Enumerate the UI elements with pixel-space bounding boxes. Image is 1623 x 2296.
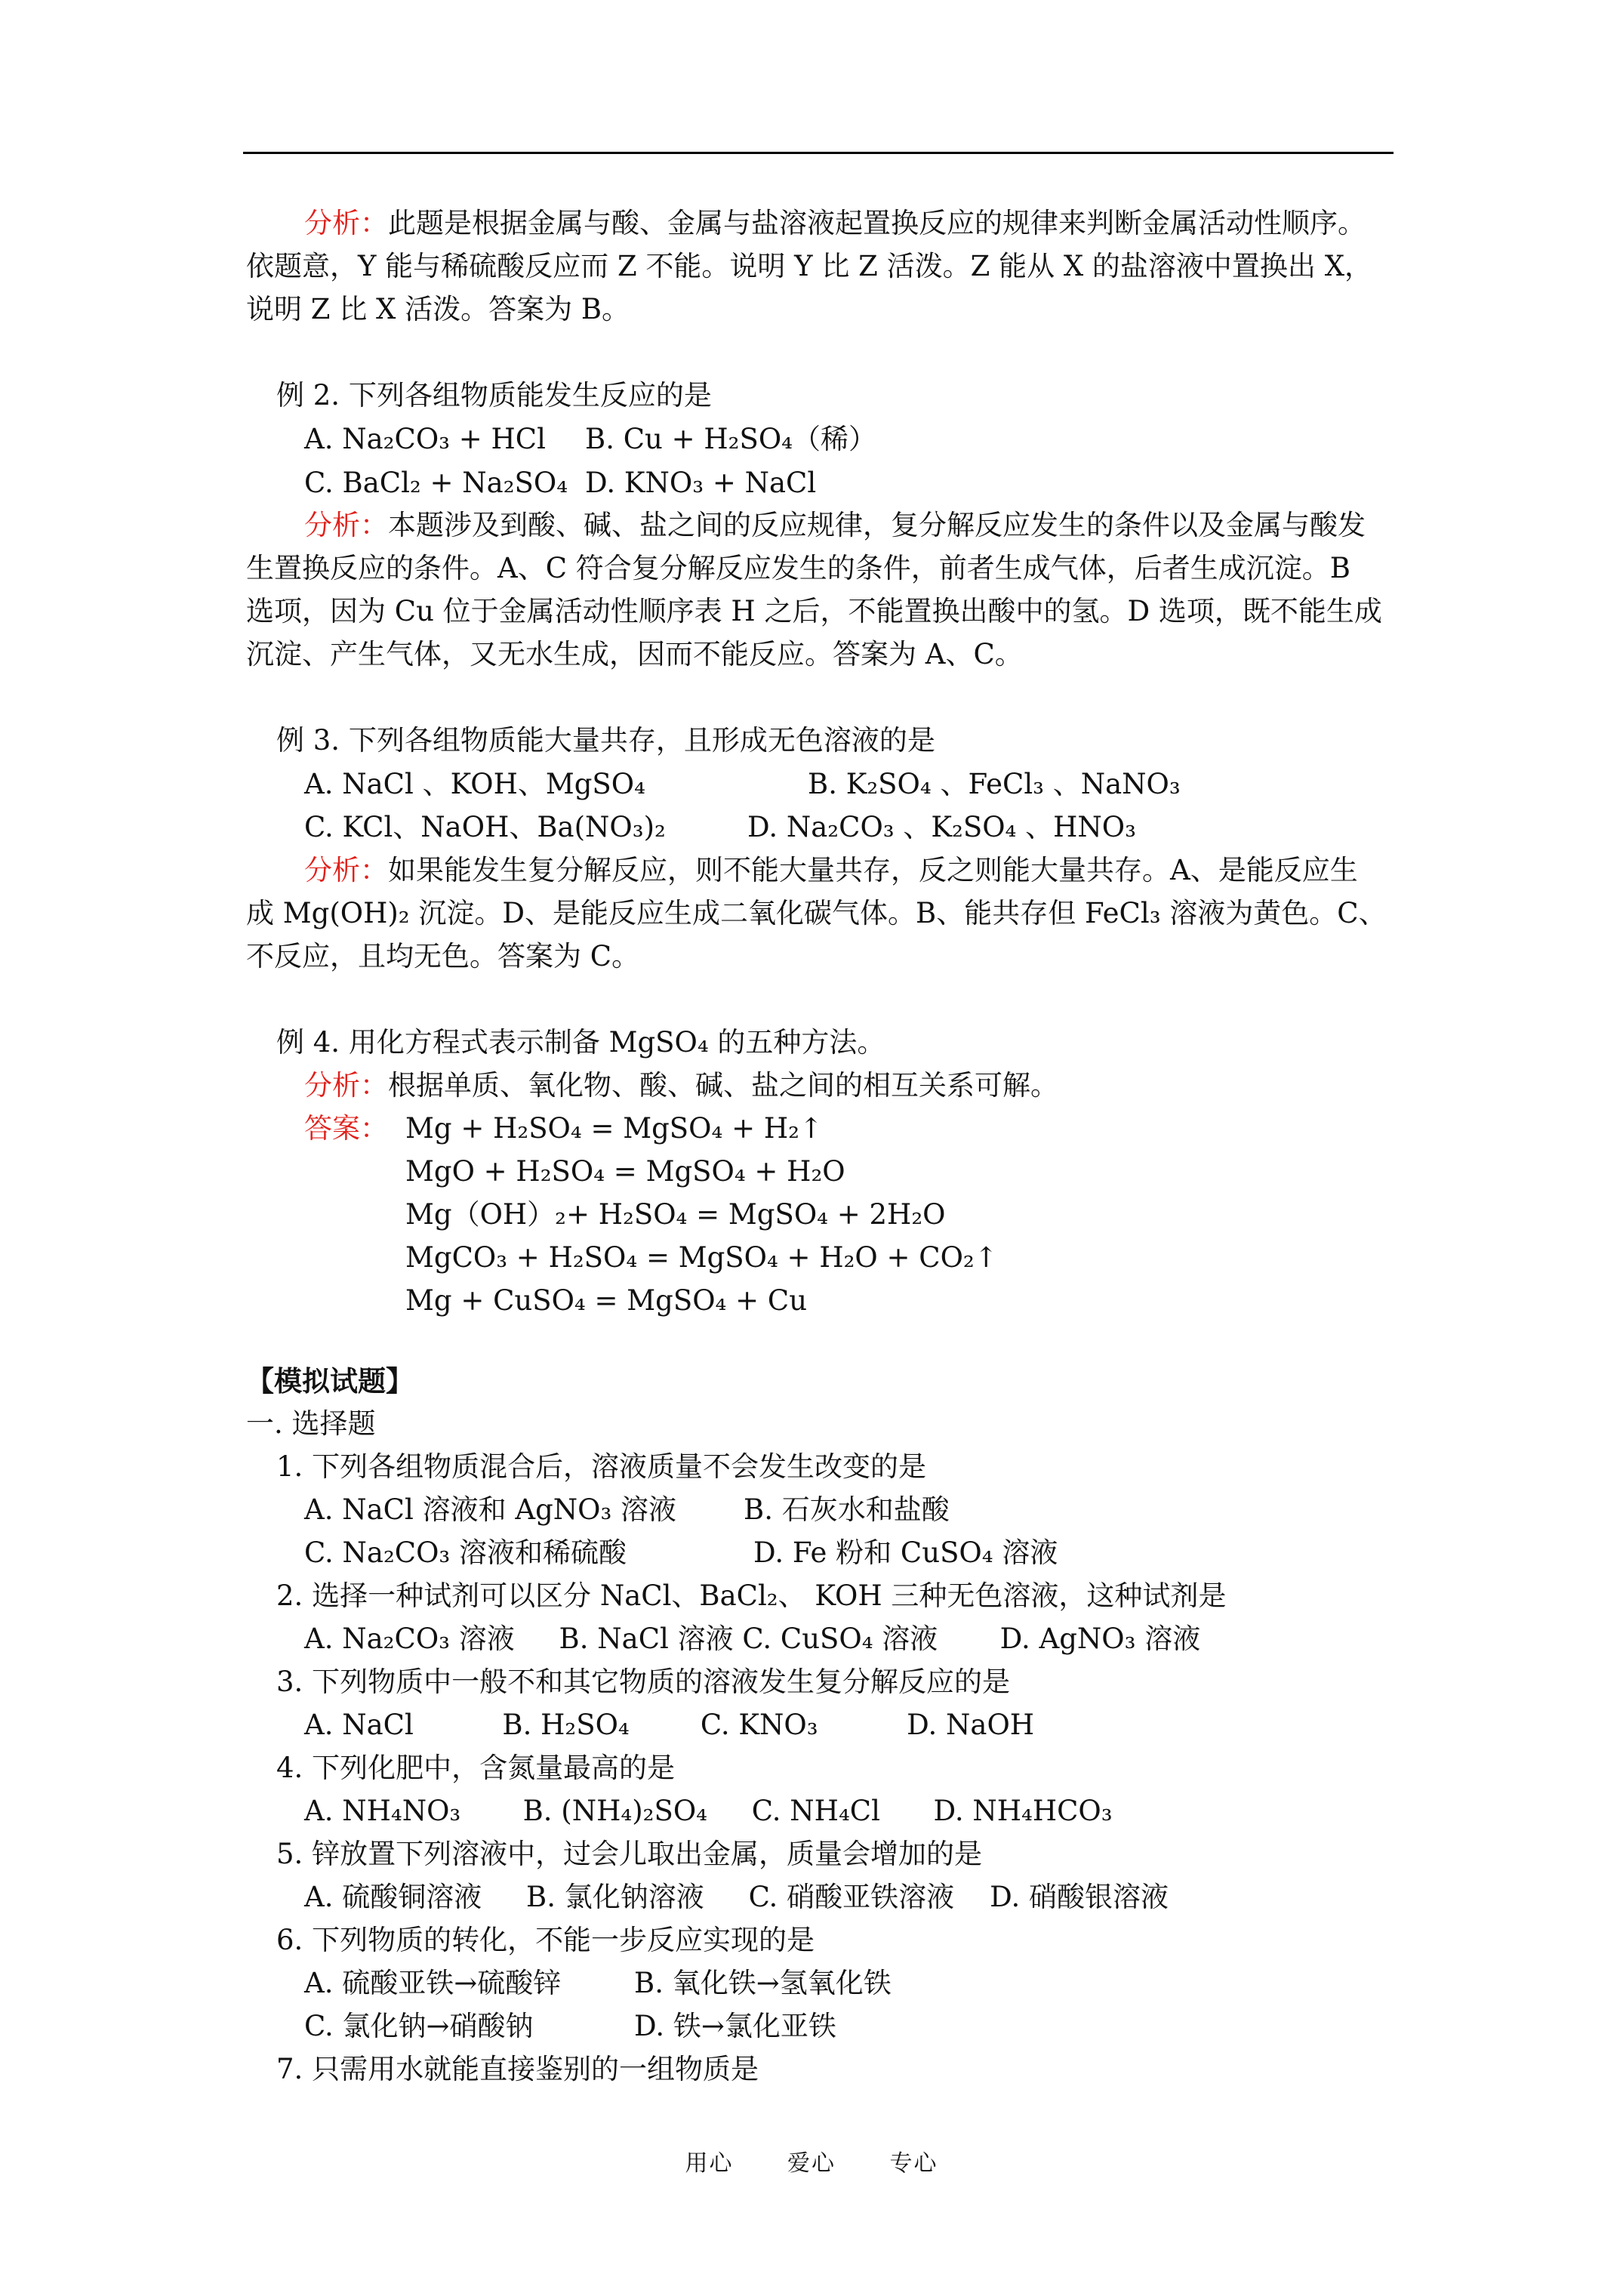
q4-options: A. NH₄NO₃ B. (NH₄)₂SO₄ C. NH₄Cl D. NH₄HCO₃: [304, 1795, 1113, 1827]
ex3-option-b: B. K₂SO₄ 、FeCl₃ 、NaNO₃: [808, 768, 1181, 800]
ex2-analysis: 分析：本题涉及到酸、碱、盐之间的反应规律，复分解反应发生的条件以及金属与酸发: [304, 509, 1366, 541]
analysis-label: 分析：: [304, 1069, 388, 1102]
ex2-line-4: 沉淀、产生气体，又无水生成，因而不能反应。答案为 A、C。: [246, 638, 1023, 670]
footer-text-1: 用心: [685, 2150, 734, 2177]
ex3-analysis: 分析：如果能发生复分解反应，则不能大量共存，反之则能大量共存。A、是能反应生: [304, 854, 1358, 886]
q1-option-b: B. 石灰水和盐酸: [744, 1493, 950, 1526]
ex2-question: 例 2. 下列各组物质能发生反应的是: [276, 379, 712, 411]
ex2-option-a: A. Na₂CO₃ + HCl: [304, 423, 546, 455]
section-title: 【模拟试题】: [246, 1364, 414, 1398]
ex3-question: 例 3. 下列各组物质能大量共存，且形成无色溶液的是: [276, 724, 935, 757]
ex1-analysis: 分析：此题是根据金属与酸、金属与盐溶液起置换反应的规律来判断金属活动性顺序。: [304, 207, 1366, 239]
equation-1: Mg + H₂SO₄ = MgSO₄ + H₂↑: [405, 1112, 823, 1145]
q2-options: A. Na₂CO₃ 溶液 B. NaCl 溶液 C. CuSO₄ 溶液 D. AgNO₃ 溶液: [304, 1623, 1201, 1655]
ex3-option-d: D. Na₂CO₃ 、K₂SO₄ 、HNO₃: [747, 811, 1136, 843]
analysis-label: 分析：: [304, 854, 388, 886]
ex2-line-2: 生置换反应的条件。A、C 符合复分解反应发生的条件，前者生成气体，后者生成沉淀。B: [246, 552, 1350, 584]
q1-option-c: C. Na₂CO₃ 溶液和稀硫酸: [304, 1536, 627, 1569]
analysis-label: 分析：: [304, 207, 388, 239]
ex2-option-d: D. KNO₃ + NaCl: [585, 467, 817, 499]
footer-text-2: 爱心: [787, 2150, 836, 2177]
q3-stem: 3. 下列物质中一般不和其它物质的溶液发生复分解反应的是: [276, 1666, 1011, 1698]
equation-3: Mg（OH）₂+ H₂SO₄ = MgSO₄ + 2H₂O: [405, 1198, 946, 1231]
ex2-line-3: 选项，因为 Cu 位于金属活动性顺序表 H 之后，不能置换出酸中的氢。D 选项，既不能生成: [246, 595, 1382, 627]
ex3-option-a: A. NaCl 、KOH、MgSO₄: [304, 768, 645, 800]
ex3-option-c: C. KCl、NaOH、Ba(NO₃)₂: [304, 811, 666, 843]
equation-4: MgCO₃ + H₂SO₄ = MgSO₄ + H₂O + CO₂↑: [405, 1241, 998, 1274]
footer-text-3: 专心: [889, 2150, 938, 2177]
ex2-option-c: C. BaCl₂ + Na₂SO₄: [304, 467, 568, 499]
q6-option-b: B. 氧化铁→氢氧化铁: [634, 1967, 892, 1999]
q2-stem: 2. 选择一种试剂可以区分 NaCl、BaCl₂、 KOH 三种无色溶液，这种试剂是: [276, 1579, 1227, 1612]
part-heading: 一. 选择题: [246, 1407, 376, 1440]
equation-2: MgO + H₂SO₄ = MgSO₄ + H₂O: [405, 1155, 845, 1188]
ex3-line-3: 不反应，且均无色。答案为 C。: [246, 940, 640, 972]
q1-option-d: D. Fe 粉和 CuSO₄ 溶液: [753, 1536, 1058, 1569]
q6-stem: 6. 下列物质的转化，不能一步反应实现的是: [276, 1924, 815, 1956]
q4-stem: 4. 下列化肥中，含氮量最高的是: [276, 1752, 676, 1784]
q1-option-a: A. NaCl 溶液和 AgNO₃ 溶液: [304, 1493, 677, 1526]
q6-option-a: A. 硫酸亚铁→硫酸锌: [304, 1967, 562, 1999]
analysis-label: 分析：: [304, 509, 388, 541]
ex4-analysis: 分析：根据单质、氧化物、酸、碱、盐之间的相互关系可解。: [304, 1069, 1058, 1102]
ex2-option-b: B. Cu + H₂SO₄（稀）: [585, 423, 876, 455]
q3-options: A. NaCl B. H₂SO₄ C. KNO₃ D. NaOH: [304, 1709, 1035, 1741]
q6-option-c: C. 氯化钠→硝酸钠: [304, 2010, 534, 2042]
q5-options: A. 硫酸铜溶液 B. 氯化钠溶液 C. 硝酸亚铁溶液 D. 硝酸银溶液: [304, 1881, 1169, 1913]
page-footer: [0, 2144, 1623, 2177]
q5-stem: 5. 锌放置下列溶液中，过会儿取出金属，质量会增加的是: [276, 1838, 983, 1870]
header-rule: [243, 152, 1394, 154]
q1-stem: 1. 下列各组物质混合后，溶液质量不会发生改变的是: [276, 1450, 927, 1483]
answer-label: 答案：: [304, 1112, 388, 1145]
q7-stem: 7. 只需用水就能直接鉴别的一组物质是: [276, 2053, 759, 2085]
equation-5: Mg + CuSO₄ = MgSO₄ + Cu: [405, 1284, 808, 1317]
ex3-line-2: 成 Mg(OH)₂ 沉淀。D、是能反应生成二氧化碳气体。B、能共存但 FeCl₃ 溶液为黄色。C、: [246, 897, 1387, 929]
q6-option-d: D. 铁→氯化亚铁: [634, 2010, 836, 2042]
ex1-line-3: 说明 Z 比 X 活泼。答案为 B。: [246, 293, 630, 325]
ex1-line-2: 依题意，Y 能与稀硫酸反应而 Z 不能。说明 Y 比 Z 活泼。Z 能从 X 的盐溶液中置换出 X，: [246, 250, 1373, 282]
ex4-question: 例 4. 用化方程式表示制备 MgSO₄ 的五种方法。: [276, 1026, 885, 1059]
